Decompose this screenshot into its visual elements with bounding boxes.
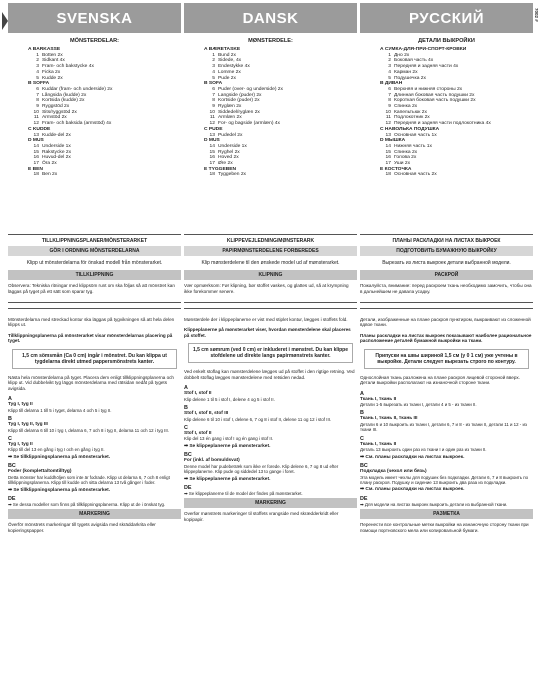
section-text: ➡ Для модели на листах выкроек выкроить детали из выбранной ткани. xyxy=(360,501,508,507)
part-name: Ben 2x xyxy=(42,172,58,178)
prep-text: Klip mønsterdelene til den ønskede model ud af mønsterarket. xyxy=(201,260,340,266)
part-number: 11 xyxy=(209,115,215,121)
cutting-note: Vær opmærksom: Før klipning, bør stoffet vaskes, og glattes ud, så at krympning ikke forekommer senere. xyxy=(184,283,349,294)
part-name: Underside 1x xyxy=(42,143,71,149)
part-name: Fram- och baksida (armstöd) 4x xyxy=(42,121,112,127)
plans-note: Планы раскладки на листах выкроек показывают наиболее рациональное расположение деталей бумажной выкройки на ткани. xyxy=(360,332,532,344)
section-text: Detta mönster har kuddhöljen som inte är fodrade. Klipp ut delarna 6, 7 och 8 enligt tillklippningsplanerna. Klipp till kudde och sitta delarna 13 två gånger i foder. xyxy=(8,474,170,486)
section-text: Klip delene 6 til 10 i stof I, delene 6, 7 og 8 i stof II, delene 11 og 12 i stof III. xyxy=(184,416,332,422)
cutting-section xyxy=(360,436,533,453)
part-item xyxy=(380,172,533,178)
part-number: 10 xyxy=(385,109,391,115)
parts-title: MØNSTERDELE: xyxy=(248,38,293,44)
instruction-page xyxy=(8,3,534,696)
part-name: Ryglæn 2x xyxy=(218,104,242,110)
part-name: Botten 2x xyxy=(42,52,63,58)
cutting-section xyxy=(360,391,533,408)
part-group-title: D МЫШКА xyxy=(380,138,406,144)
section-letter: B xyxy=(360,410,364,417)
part-number: 15 xyxy=(209,149,215,155)
cutting-sections xyxy=(8,393,181,453)
part-number: 16 xyxy=(385,155,391,161)
part-item xyxy=(28,172,181,178)
part-name: Pude 2x xyxy=(218,75,236,81)
section-letter: BC xyxy=(8,463,16,470)
part-number: 6 xyxy=(388,86,391,92)
part-name: Armlæn 2x xyxy=(218,115,242,121)
language-header: РУССКИЙ xyxy=(360,3,533,33)
cutting-section xyxy=(184,405,357,422)
section-text: Klipp till delarna 1 till 5 i tyget, delarna 4 och 5 i tyg II. xyxy=(8,407,112,413)
cutting-title: KLIPNING xyxy=(184,270,357,280)
parts-title: ДЕТАЛИ ВЫКРОЙКИ xyxy=(418,38,475,44)
part-name: Карман 2x xyxy=(394,69,418,75)
part-name: Kortside (puder) 2x xyxy=(218,98,260,104)
section-letter: A xyxy=(8,396,12,403)
page-tag: 7002 # xyxy=(534,8,539,22)
part-number: 13 xyxy=(33,132,39,138)
part-number: 9 xyxy=(36,104,39,110)
marking-text: Перенести все контрольные метки выкройки на изнаночную сторону ткани при помощи портновского мела или копировальной бумаги. xyxy=(360,522,529,533)
see-plans-note: ➡ Se klippeplanerne på mønsterarket. xyxy=(184,443,271,449)
part-name: Уши 2x xyxy=(394,161,411,167)
part-number: 18 xyxy=(209,172,215,178)
see-plans-note: ➡ Se klippeplanerne på mønsterarket. xyxy=(184,476,271,482)
part-name: Armstöd 2x xyxy=(42,115,67,121)
part-name: Fram- och bakstycke 4x xyxy=(42,64,94,70)
ruled-lines xyxy=(8,298,181,311)
part-number: 9 xyxy=(212,104,215,110)
part-name: Капельтьюк 2x xyxy=(394,109,427,115)
part-name: Ficka 2x xyxy=(42,69,61,75)
part-number: 11 xyxy=(385,115,391,121)
part-group-title: B ДИВАН xyxy=(380,81,403,87)
ruled-lines xyxy=(360,298,533,311)
section-text: Детали 1-5 вырезать из ткани I, детали 4 и 5 - из ткани II. xyxy=(360,402,477,408)
part-name: Huvud-del 2x xyxy=(42,155,71,161)
placement-note: Однослойная ткань разложена на плане раскроя лицевой стороной вверх. Детали выкройки располагают на изнаночной стороне ткани. xyxy=(360,374,520,386)
part-item xyxy=(204,172,357,178)
part-name: Pudedel 2x xyxy=(218,132,243,138)
part-name: Bund 2x xyxy=(218,52,236,58)
marking-title: MARKERING xyxy=(8,509,181,519)
marking-text: Överför mönstrets markeringar till tygets avigsida med skräddarkrita eller kopieringspapper. xyxy=(8,522,156,533)
section-fabric: Ткань I, ткань II, ткань III xyxy=(360,416,418,422)
section-de xyxy=(8,496,181,507)
see-plans-note: ➡ См. планы раскладки на листах выкроек. xyxy=(360,487,465,493)
part-number: 8 xyxy=(36,98,39,104)
see-plans-note: ➡ Se tillklippningsplanerna på mönsterarket. xyxy=(8,487,111,493)
section-de xyxy=(360,496,533,507)
part-number: 14 xyxy=(33,143,39,149)
section-text: ➡ Se dessa modeller som finns på tillklippningsplanerna. Klipp ut de i önskat tyg. xyxy=(8,502,166,508)
cutting-note: Observera: Tekniska ritningar med klippsöm runt om ska följas så att mönstret kan läggas på tyget på ett sätt som sparar tyg. xyxy=(8,283,175,294)
cutting-section xyxy=(184,385,357,402)
part-number: 17 xyxy=(33,161,39,167)
part-number: 13 xyxy=(209,132,215,138)
marking-text: Overfør mønstrets markeringer til stoffets vrangside med skrædderkridt eller kopipapir. xyxy=(184,511,339,522)
section-bc xyxy=(184,452,357,482)
part-name: Спинка 2x xyxy=(394,149,418,155)
section-text: Деталь 13 выкроить один раз из ткани I и один раз из ткани II. xyxy=(360,447,487,453)
part-number: 12 xyxy=(209,121,215,127)
part-number: 17 xyxy=(209,161,215,167)
part-number: 2 xyxy=(388,58,391,64)
section-letter: C xyxy=(184,424,188,431)
parts-list xyxy=(360,47,533,230)
part-number: 8 xyxy=(388,98,391,104)
section-letter: DE xyxy=(184,485,192,492)
section-bc xyxy=(8,463,181,493)
cutting-sections xyxy=(184,382,357,442)
part-name: Kuddar (fram- och underside) 2x xyxy=(42,86,113,92)
section-fabric: For (inkl. af bomuldsvat) xyxy=(184,458,240,464)
part-group-title: C KUDDE xyxy=(28,126,51,132)
part-name: Длинная боковая часть подушки 2x xyxy=(394,92,475,98)
prep-text: Klipp ut mönsterdelarna för önskad modell från mönsterarket. xyxy=(26,260,163,266)
section-de xyxy=(184,485,357,496)
fold-note: Детали, изображенные на плане раскроя пунктиром, выкраивают из сложенной вдвое ткани. xyxy=(360,316,531,328)
part-number: 18 xyxy=(385,172,391,178)
section-fabric: Stof I, stof II xyxy=(184,430,212,436)
part-number: 5 xyxy=(36,75,39,81)
part-group-title: D MUS xyxy=(204,138,220,144)
part-name: Спинка 2x xyxy=(394,104,418,110)
section-letter: B xyxy=(8,415,12,422)
part-group-title: E BEN xyxy=(28,166,43,172)
part-number: 4 xyxy=(36,69,39,75)
part-number: 5 xyxy=(388,75,391,81)
section-fabric: Stof I, stof II xyxy=(184,391,212,397)
part-number: 10 xyxy=(33,109,39,115)
section-letter: C xyxy=(360,435,364,442)
part-name: Sits/ryggstöd 2x xyxy=(42,109,77,115)
section-letter: BC xyxy=(184,452,192,459)
seam-allowance-note: 1,5 cm sömsmån (Ca 0 cm) ingår i mönstret. Du kan klippa ut tygdelarna direkt utmed pappersmönstrets kanter. xyxy=(12,349,177,369)
section-fabric: Stof I, stof II, stof III xyxy=(184,410,229,416)
part-group-title: A BÆRETASKE xyxy=(204,47,241,52)
part-name: Tyggeben 2x xyxy=(218,172,247,178)
part-number: 7 xyxy=(36,92,39,98)
language-header: SVENSKA xyxy=(8,3,181,33)
section-fabric: Ткань I, ткань II xyxy=(360,441,397,447)
section-letter: A xyxy=(184,385,188,392)
part-name: Боковая часть 4x xyxy=(394,58,434,64)
see-plans-note: ➡ См. планы раскладки на листах выкроек. xyxy=(360,454,465,460)
part-name: Underside 1x xyxy=(218,143,247,149)
section-fabric: Tyg I, tyg II xyxy=(8,402,33,408)
part-number: 16 xyxy=(209,155,215,161)
part-number: 3 xyxy=(212,64,215,70)
cutting-plans-title: ПЛАНЫ РАСКЛАДКИ НА ЛИСТАХ ВЫКРОЕК xyxy=(360,234,533,246)
language-column xyxy=(360,3,533,696)
cutting-section xyxy=(8,396,181,413)
part-number: 6 xyxy=(36,86,39,92)
parts-title: MÖNSTERDELAR: xyxy=(69,38,120,44)
part-number: 4 xyxy=(388,69,391,75)
cutting-title: РАСКРОЙ xyxy=(360,270,533,280)
part-number: 5 xyxy=(212,75,215,81)
part-name: Långsida (kudde) 2x xyxy=(42,92,87,98)
section-letter: BC xyxy=(360,463,368,470)
part-name: Kudde-del 2x xyxy=(42,132,71,138)
section-fabric: Tyg I, tyg II, tyg III xyxy=(8,421,48,427)
part-group-title: E TYGGEBEN xyxy=(204,166,237,172)
part-number: 14 xyxy=(209,143,215,149)
language-column xyxy=(8,3,181,696)
part-name: Дно 2x xyxy=(394,52,410,58)
parts-list xyxy=(184,47,357,230)
part-name: Lomme 2x xyxy=(218,69,241,75)
part-number: 16 xyxy=(33,155,39,161)
part-name: Sidkant 4x xyxy=(42,58,65,64)
section-text: ➡ Se klippeplanerne til de model der findes på mønsterarket. xyxy=(184,491,303,497)
prep-title: PAPIRMØNSTERDELENE FORBEREDES xyxy=(184,246,357,256)
part-number: 10 xyxy=(209,109,215,115)
part-name: Передняя и задняя части подлокотника 4x xyxy=(394,121,491,127)
cutting-title: TILLKLIPPNING xyxy=(8,270,181,280)
part-name: Ryghel 2x xyxy=(218,149,240,155)
part-name: Основная часть 1x xyxy=(394,132,437,138)
part-name: Rakstycke 2x xyxy=(42,149,72,155)
parts-list xyxy=(8,47,181,230)
placement-note: Ved enkelt stoflag kan mønsterdelene lægges ud på stoffet i den rigtige retning. Ved dobbelt stoflag lægges mønsterdelene med retsiden nedad. xyxy=(184,369,355,380)
seam-allowance-note: Припуски на швы шириной 1,5 см (у 0 1 см) уже учтены в выкройке. Детали следует вырезать строго по контуру. xyxy=(364,349,529,369)
section-text: Klipp till del 13 en gång i tyg I och en gång i tyg II. xyxy=(8,447,105,453)
section-fabric: Ткань I, ткань II xyxy=(360,396,397,402)
part-name: Нижняя часть 1x xyxy=(394,143,432,149)
plans-note: Tillklippningsplanerna på mönsterarket visar mönsterdelarnas placering på tyget. xyxy=(8,332,173,344)
part-name: Ryggstöd 2x xyxy=(42,104,70,110)
part-group-title: E КОСТОЧКА xyxy=(380,166,412,172)
part-group-title: А СУМКА-ДЛЯ-ПРИ-СПОРТ-КРОВКИ xyxy=(380,47,467,52)
section-letter: B xyxy=(184,404,188,411)
part-name: Верхняя и нижняя стороны 2x xyxy=(394,86,463,92)
part-name: Короткая боковая часть подушки 2x xyxy=(394,98,476,104)
seam-allowance-note: 1,5 cm sømrum (ved 0 cm) er inkluderet i mønstret. Du kan klippe stofdelene ud direkte langs papirmønstrets kanter. xyxy=(188,343,353,363)
marking-title: MARKERING xyxy=(184,498,357,508)
part-number: 8 xyxy=(212,98,215,104)
cutting-plans-title: KLIPPEVEJLEDNING/MØNSTERARK xyxy=(184,234,357,246)
cutting-plans-title: TILLKLIPPNINGSPLANER/MÖNSTERARKET xyxy=(8,234,181,246)
section-text: Denne model har pudebetræk som ikke er forede. Klip delene 6, 7 og 8 ud efter klippeplanerne. Klip pude og siddedel 13 to gange i foret. xyxy=(184,463,339,475)
part-number: 11 xyxy=(33,115,39,121)
cutting-section xyxy=(8,416,181,433)
part-group-title: C PUDE xyxy=(204,126,223,132)
part-name: Kudde 2x xyxy=(42,75,63,81)
part-name: Siddedel/ryglæn 2x xyxy=(218,109,260,115)
section-text: Klip del 13 én gang i stof I og én gang i stof II. xyxy=(184,436,274,442)
plans-note: Klippeplanerne på mønsterarket viser, hvordan mønsterdelene skal placeres på stoffet. xyxy=(184,327,351,338)
section-letter: A xyxy=(360,390,364,397)
part-number: 14 xyxy=(385,143,391,149)
section-text: Детали 6 и 10 выкроить из ткани I, детали 6, 7 и 8 - из ткани II, детали 11 и 12 - из ткани III. xyxy=(360,422,527,433)
prep-title: ПОДГОТОВИТЬ БУМАЖНУЮ ВЫКРОЙКУ xyxy=(360,246,533,256)
section-text: Klipp till delarna 6 till 10 i tyg I, delarna 6, 7 och 8 i tyg II, delarna 11 och 12 i tyg III. xyxy=(8,427,169,433)
part-name: Puder (over- og underside) 2x xyxy=(218,86,283,92)
cutting-sections xyxy=(360,388,533,453)
language-header: DANSK xyxy=(184,3,357,33)
part-number: 2 xyxy=(212,58,215,64)
part-number: 3 xyxy=(388,64,391,70)
part-name: Kortsida (kudde) 2x xyxy=(42,98,85,104)
part-number: 6 xyxy=(212,86,215,92)
marking-title: РАЗМЕТКА xyxy=(360,509,533,519)
part-name: Sidede, 4x xyxy=(218,58,242,64)
part-number: 7 xyxy=(388,92,391,98)
part-number: 13 xyxy=(385,132,391,138)
part-name: Основная часть 2x xyxy=(394,172,437,178)
part-group-title: A BÄRKASSE xyxy=(28,47,61,52)
section-fabric: Подкладка (чехол или бязь) xyxy=(360,469,427,475)
part-name: Подушечка 2x xyxy=(394,75,426,81)
fold-note: Mønsterdele der i klippeplanerne er vist med stiplet kontur, lægges i stoffets fold. xyxy=(184,316,348,322)
see-plans-note: ➡ Se tillklippningsplanerna på mönsterarket. xyxy=(8,454,111,460)
part-name: For- og bagside (armlæn) 4x xyxy=(218,121,280,127)
part-name: Подлокотник 2x xyxy=(394,115,430,121)
part-number: 9 xyxy=(388,104,391,110)
part-number: 1 xyxy=(388,52,391,58)
cutting-section xyxy=(8,436,181,453)
part-number: 18 xyxy=(33,172,39,178)
section-bc xyxy=(360,463,533,493)
part-name: Öra 2x xyxy=(42,161,57,167)
part-group-title: B SOFA xyxy=(204,81,223,87)
part-number: 1 xyxy=(212,52,215,58)
part-number: 15 xyxy=(33,149,39,155)
part-name: Langside (puder) 2x xyxy=(218,92,262,98)
part-number: 2 xyxy=(36,58,39,64)
section-text: Klip delene 1 til 5 i stof I, delene 4 og 5 i stof II. xyxy=(184,396,275,402)
section-letter: DE xyxy=(360,495,368,502)
part-name: Hoved 2x xyxy=(218,155,239,161)
part-name: Endestykke 4x xyxy=(218,64,250,70)
language-column xyxy=(184,3,357,696)
part-name: Øre 2x xyxy=(218,161,233,167)
section-letter: DE xyxy=(8,496,16,503)
part-number: 4 xyxy=(212,69,215,75)
part-number: 12 xyxy=(33,121,39,127)
part-number: 7 xyxy=(212,92,215,98)
section-letter: C xyxy=(8,435,12,442)
prep-title: GÖR I ORDNING MÖNSTERDELARNA xyxy=(8,246,181,256)
ruled-lines xyxy=(184,298,357,311)
part-group-title: B SOFFA xyxy=(28,81,50,87)
cutting-note: Пожалуйста, внимание: перед раскроем ткань необходимо замочить, чтобы она в дальнейшем не давала усадку. xyxy=(360,283,532,294)
prep-text: Вырезать из листа выкроек детали выбранной модели. xyxy=(382,260,511,266)
cutting-section xyxy=(184,425,357,442)
part-name: Передняя и задняя части 4x xyxy=(394,64,459,70)
part-number: 3 xyxy=(36,64,39,70)
section-fabric: Tyg I, tyg II xyxy=(8,441,33,447)
fold-note: Mönsterdelarna med streckad kontur ska läggas på tygvikningen så att hela delen klipps ut. xyxy=(8,316,175,328)
part-name: Голова 2x xyxy=(394,155,417,161)
part-number: 12 xyxy=(385,121,391,127)
section-text: Эта модель имеет чехлы для подушек без подкладки. Детали 6, 7 и 8 выкроить по плану раскроя. Подушку и сидение 13 выкроить два раза из подкладки. xyxy=(360,474,529,486)
cutting-section xyxy=(360,410,533,432)
part-group-title: C НАВОЛЬКА ПОДУШКА xyxy=(380,126,440,132)
part-number: 15 xyxy=(385,149,391,155)
section-fabric: Foder (kompletta/tomtilltyg) xyxy=(8,469,72,475)
placement-note: Nästa hela mönsterdelarna på tyget. Placera dem enligt tillklippningsplanerna och klipp ut. Vid dubbelvikt tyg läggs mönsterdelarna med rätsidan nedåt på tygets avigsida. xyxy=(8,374,174,391)
part-number: 1 xyxy=(36,52,39,58)
part-group-title: D MUS xyxy=(28,138,44,144)
part-number: 17 xyxy=(385,161,391,167)
